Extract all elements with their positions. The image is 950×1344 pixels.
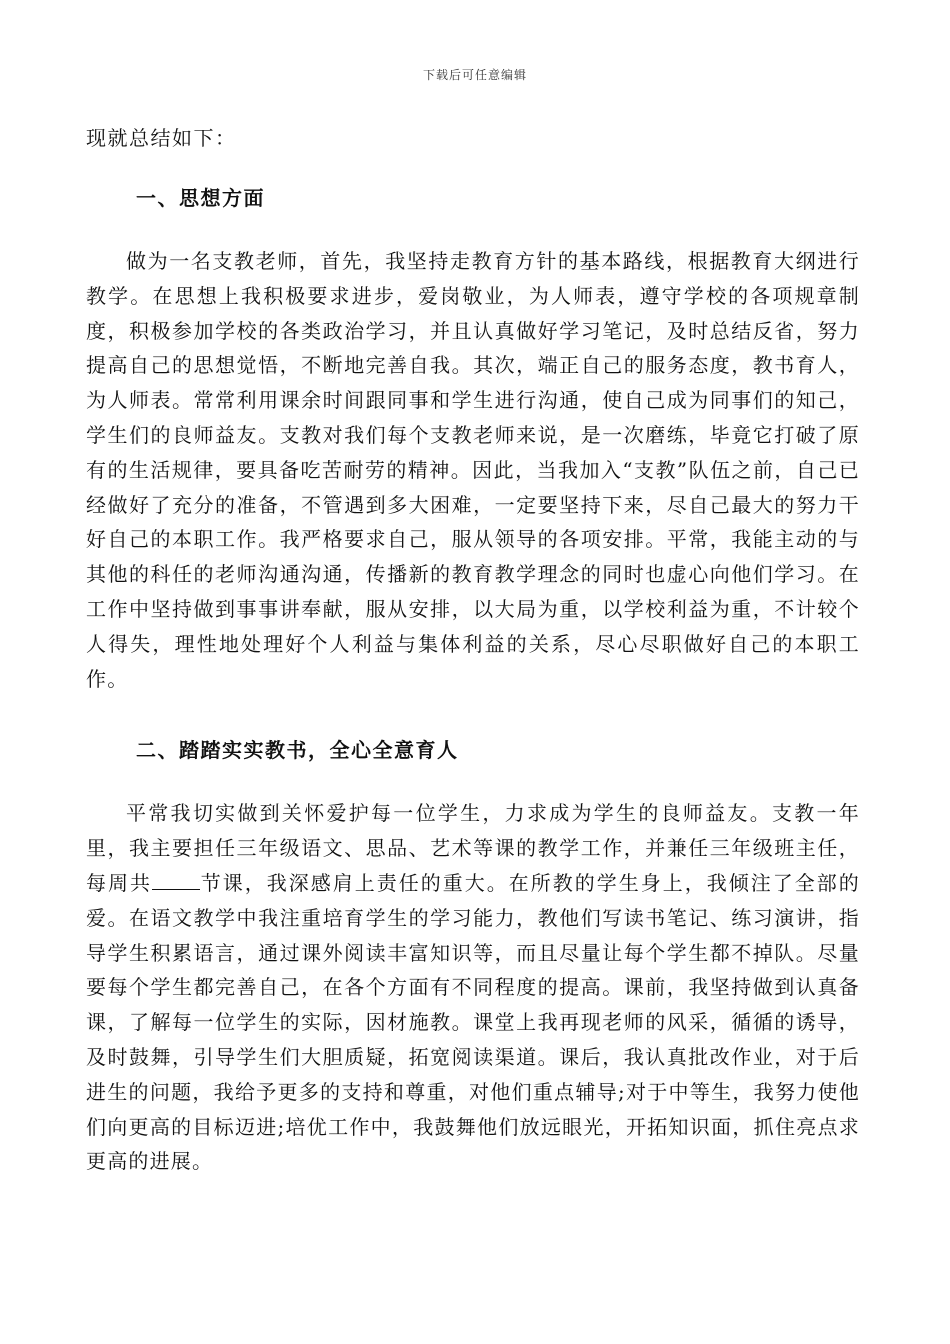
paragraph-text-after-blank: 节课，我深感肩上责任的重大。在所教的学生身上，我倾注了全部的爱。在语文教学中我注重培育学生的学习能力，教他们写读书笔记、练习演讲，指导学生积累语言，通过课外阅读丰富知识等，而且尽量让每个学生都不掉队。尽量要每个学生都完善自己，在各个方面有不同程度的提高。课前，我坚持做到认真备课，了解每一位学生的实际，因材施教。课堂上我再现老师的风采，循循的诱导，及时鼓舞，引导学生们大胆质疑，拓宽阅读渠道。课后，我认真批改作业，对于后进生的问题，我给予更多的支持和尊重，对他们重点辅导;对于中等生，我努力使他们向更高的目标迈进;培优工作中，我鼓舞他们放远眼光，开拓知识面，抓住亮点求更高的进展。 — [86, 870, 860, 1174]
page-header-note: 下载后可任意编辑 — [422, 68, 527, 82]
section-heading-thought: 一、思想方面 — [136, 186, 265, 210]
fill-in-blank — [152, 871, 200, 890]
section-paragraph-thought: 做为一名支教老师，首先，我坚持走教育方针的基本路线，根据教育大纲进行教学。在思想上我积极要求进步，爱岗敬业，为人师表，遵守学校的各项规章制度，积极参加学校的各类政治学习，并且认真做好学习笔记，及时总结反省，努力提高自己的思想觉悟，不断地完善自我。其次，端正自己的服务态度，教书育人，为人师表。常常利用课余时间跟同事和学生进行沟通，使自己成为同事们的知己，学生们的良师益友。支教对我们每个支教老师来说，是一次磨练，毕竟它打破了原有的生活规律，要具备吃苦耐劳的精神。因此，当我加入“支教”队伍之前，自己已经做好了充分的准备，不管遇到多大困难，一定要坚持下来，尽自己最大的努力干好自己的本职工作。我严格要求自己，服从领导的各项安排。平常，我能主动的与其他的科任的老师沟通沟通，传播新的教育教学理念的同时也虚心向他们学习。在工作中坚持做到事事讲奉献，服从安排，以大局为重，以学校利益为重，不计较个人得失，理性地处理好个人利益与集体利益的关系，尽心尽职做好自己的本职工作。 — [86, 249, 860, 691]
paragraph-text-before-blank: 平常我切实做到关怀爱护每一位学生，力求成为学生的良师益友。支教一年里，我主要担任三年级语文、思品、艺术等课的教学工作，并兼任三年级班主任，每周共 — [86, 801, 860, 895]
section-paragraph-teaching — [86, 796, 860, 1179]
document-body — [86, 122, 860, 1179]
section-heading-teaching: 二、踏踏实实教书，全心全意育人 — [136, 738, 459, 763]
intro-line: 现就总结如下： — [86, 126, 237, 150]
